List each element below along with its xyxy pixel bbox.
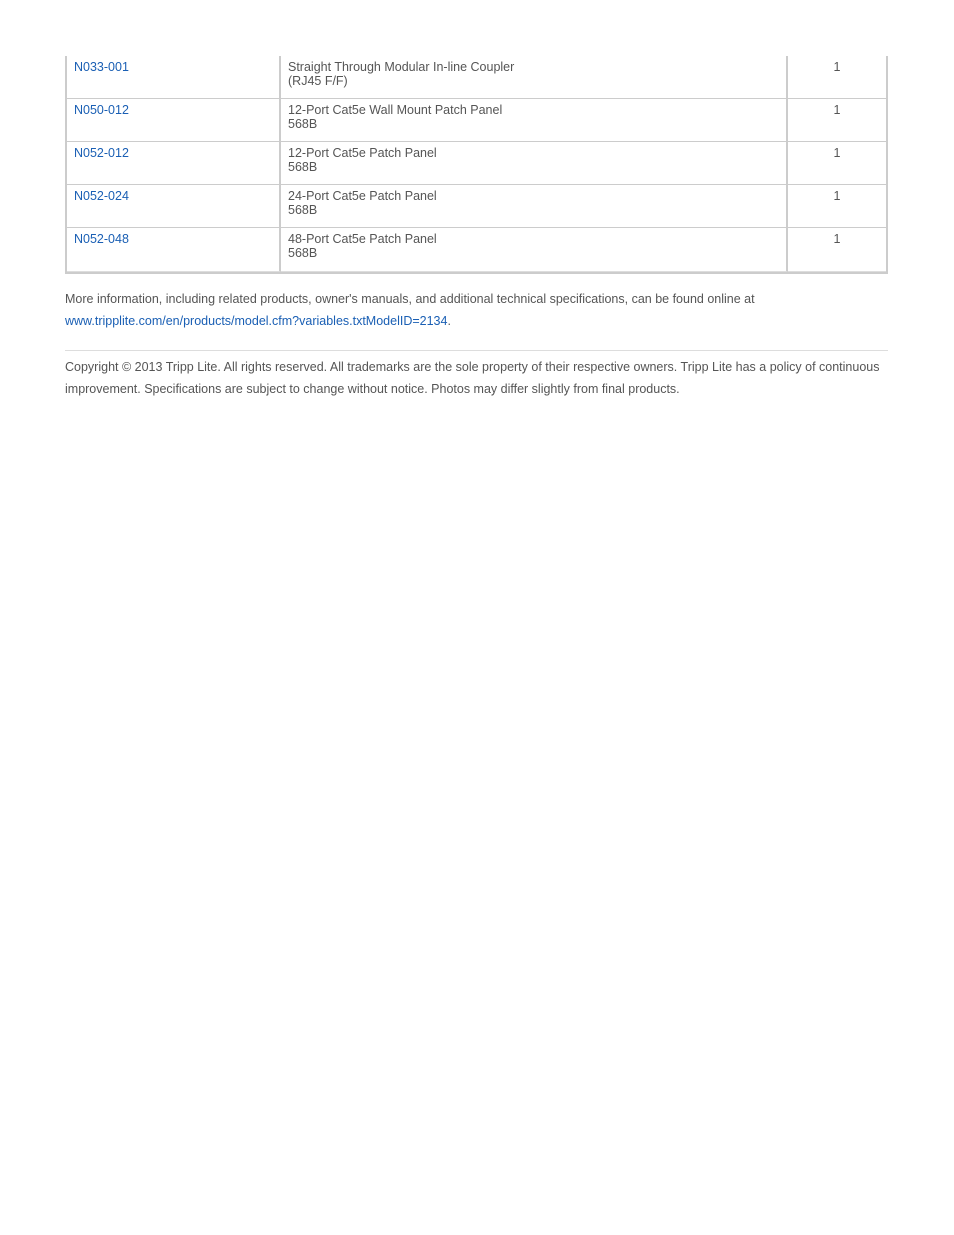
product-page-link[interactable]: www.tripplite.com/en/products/model.cfm?variables.txtModelID=2134 (65, 314, 448, 328)
part-number-link[interactable]: N033-001 (74, 60, 129, 74)
table-row (67, 228, 886, 272)
table-row (67, 185, 886, 228)
copyright-line: improvement. Specifications are subject to change without notice. Photos may differ slightly from final products. (65, 382, 680, 396)
description-cell (281, 56, 788, 99)
description-line: 568B (288, 246, 318, 260)
description-line: 48-Port Cat5e Patch Panel (288, 232, 437, 246)
description-line: 24-Port Cat5e Patch Panel (288, 189, 437, 203)
part-number-link[interactable]: N052-012 (74, 146, 129, 160)
description-line: 568B (288, 203, 318, 217)
part-number-cell (67, 99, 281, 142)
part-number-cell (67, 228, 281, 272)
part-number-cell (67, 142, 281, 185)
table-row (67, 99, 886, 142)
copyright-notice (65, 356, 888, 400)
description-line: Straight Through Modular In-line Coupler (288, 60, 515, 74)
copyright-line: Copyright © 2013 Tripp Lite. All rights reserved. All trademarks are the sole property of their respective owners. Tripp Lite has a policy of continuous (65, 360, 880, 374)
table-row (67, 56, 886, 99)
description-cell (281, 185, 788, 228)
description-cell (281, 228, 788, 272)
more-info-period: . (447, 314, 451, 328)
description-cell (281, 99, 788, 142)
part-number-link[interactable]: N052-048 (74, 232, 129, 246)
description-line: 12-Port Cat5e Wall Mount Patch Panel (288, 103, 503, 117)
description-cell (281, 142, 788, 185)
description-line: 568B (288, 160, 318, 174)
more-info-paragraph (65, 288, 888, 332)
table-row (67, 142, 886, 185)
part-number-link[interactable]: N052-024 (74, 189, 129, 203)
quantity-cell: 1 (788, 228, 886, 272)
divider (65, 350, 888, 351)
quantity-cell: 1 (788, 56, 886, 99)
part-number-cell (67, 56, 281, 99)
quantity-cell: 1 (788, 99, 886, 142)
part-number-link[interactable]: N050-012 (74, 103, 129, 117)
quantity-cell: 1 (788, 142, 886, 185)
more-info-text: More information, including related products, owner's manuals, and additional technical specifications, can be found online at (65, 292, 755, 306)
quantity-cell: 1 (788, 185, 886, 228)
part-number-cell (67, 185, 281, 228)
description-line: 12-Port Cat5e Patch Panel (288, 146, 437, 160)
document-page (65, 56, 888, 400)
parts-table (65, 56, 888, 274)
description-line: (RJ45 F/F) (288, 74, 348, 88)
description-line: 568B (288, 117, 318, 131)
